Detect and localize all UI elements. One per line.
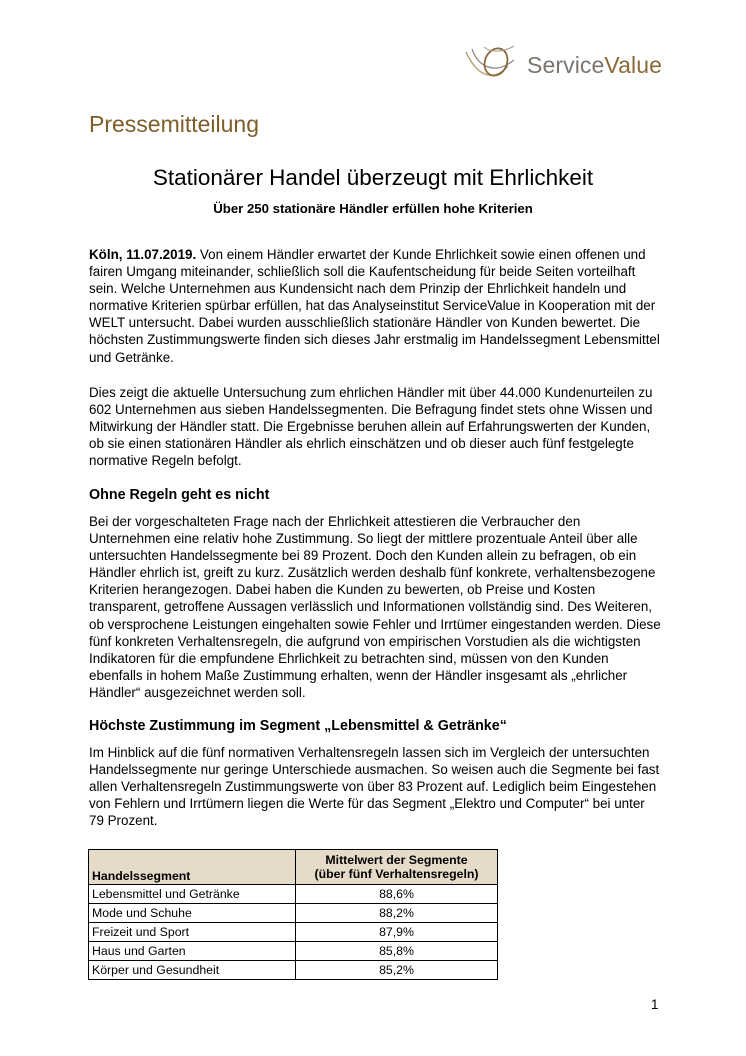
table-cell-value: 87,9% [296, 923, 498, 942]
table-cell-segment: Lebensmittel und Getränke [89, 885, 296, 904]
dateline: Köln, 11.07.2019. [89, 247, 197, 262]
table-header-row [89, 850, 498, 885]
table-cell-segment: Mode und Schuhe [89, 904, 296, 923]
table-cell-value: 85,2% [296, 961, 498, 980]
section-heading-rules: Ohne Regeln geht es nicht [89, 487, 270, 503]
page-number: 1 [651, 997, 659, 1012]
page-subtitle: Über 250 stationäre Händler erfüllen hohe Kriterien [213, 201, 533, 216]
table-header-mean-line2: (über fünf Verhaltensregeln) [314, 867, 479, 881]
intro-paragraph [89, 246, 661, 366]
table-row [89, 904, 498, 923]
table-cell-segment: Haus und Garten [89, 942, 296, 961]
servicevalue-logo-text [527, 52, 662, 79]
intro-text: Von einem Händler erwartet der Kunde Ehrlichkeit sowie einen offenen und fairen Umgang miteinander, schließlich soll die Kaufentscheidung für beide Seiten vorteilhaft sein. Welche Unternehmen aus Kundensicht nach dem Prinzip der Ehrlichkeit handeln und normative Kriterien spürbar erfüllen, hat das Analyseinstitut ServiceValue in Kooperation mit der WELT untersucht. Dabei wurden ausschließlich stationäre Händler von Kunden bewertet. Die höchsten Zustimmungswerte finden sich dieses Jahr erstmalig im Handelssegment Lebensmittel und Getränke. [89, 247, 660, 365]
logo-name-part2: Value [604, 52, 663, 78]
section-rules-text: Bei der vorgeschalteten Frage nach der Ehrlichkeit attestieren die Verbraucher den Unternehmen eine relativ hohe Zustimmung. So liegt der mittlere prozentuale Anteil über alle untersuchten Handelssegmente bei 89 Prozent. Doch den Kunden allein zu befragen, ob ein Händler ehrlich ist, greift zu kurz. Zusätzlich werden deshalb fünf konkrete, verhaltensbezogene Kriterien herangezogen. Dabei haben die Kunden zu bewerten, ob Preise und Kosten transparent, getroffene Aussagen verlässlich und Informationen vollständig sind. Des Weiteren, ob versprochene Leistungen eingehalten sowie Fehler und Irrtümer eingestanden werden. Diese fünf konkreten Verhaltensregeln, die aufgrund von empirischen Vorstudien als die wichtigsten Indikatoren für die empfundene Ehrlichkeit zu betrachten sind, müssen von den Kunden ebenfalls in hohem Maße Zustimmung erhalten, wenn der Händler insgesamt als „ehrlicher Händler“ ausgezeichnet werden soll. [89, 514, 661, 700]
table-cell-value: 88,2% [296, 904, 498, 923]
page-title: Stationärer Handel überzeugt mit Ehrlichkeit [152, 165, 594, 190]
section-heading-top-segment: Höchste Zustimmung im Segment „Lebensmittel & Getränke“ [89, 718, 507, 734]
table-cell-segment: Freizeit und Sport [89, 923, 296, 942]
table-row [89, 942, 498, 961]
logo-name-part1: Service [527, 52, 605, 78]
table-cell-value: 88,6% [296, 885, 498, 904]
table-header-mean [296, 850, 498, 885]
servicevalue-logo [462, 44, 662, 90]
section-top-segment-text: Im Hinblick auf die fünf normativen Verhaltensregeln lassen sich im Vergleich der untersuchten Handelssegmente nur geringe Unterschiede ausmachen. So weisen auch die Segmente bei fast allen Verhaltensregeln Zustimmungswerte von über 83 Prozent auf. Lediglich beim Eingestehen von Fehlern und Irrtümern liegen die Werte für das Segment „Elektro und Computer“ bei unter 79 Prozent. [89, 745, 660, 829]
table-row [89, 923, 498, 942]
table-row [89, 961, 498, 980]
table-row [89, 885, 498, 904]
table-cell-value: 85,8% [296, 942, 498, 961]
table-header-mean-line1: Mittelwert der Segmente [325, 852, 468, 867]
table-header-segment: Handelssegment [89, 850, 296, 885]
press-release-label: Pressemitteilung [89, 111, 260, 137]
servicevalue-logo-mark-icon [462, 44, 522, 84]
table-cell-segment: Körper und Gesundheit [89, 961, 296, 980]
paragraph-2: Dies zeigt die aktuelle Untersuchung zum ehrlichen Händler mit über 44.000 Kundenurteilen zu 602 Unternehmen aus sieben Handelssegmenten. Die Befragung findet stets ohne Wissen und Mitwirkung der Händler statt. Die Ergebnisse beruhen allein auf Erfahrungswerten der Kunden, ob sie einen stationären Händler als ehrlich einschätzen und ob dieser auch fünf festgelegte normative Regeln befolgt. [89, 385, 653, 469]
segment-table [88, 849, 498, 980]
